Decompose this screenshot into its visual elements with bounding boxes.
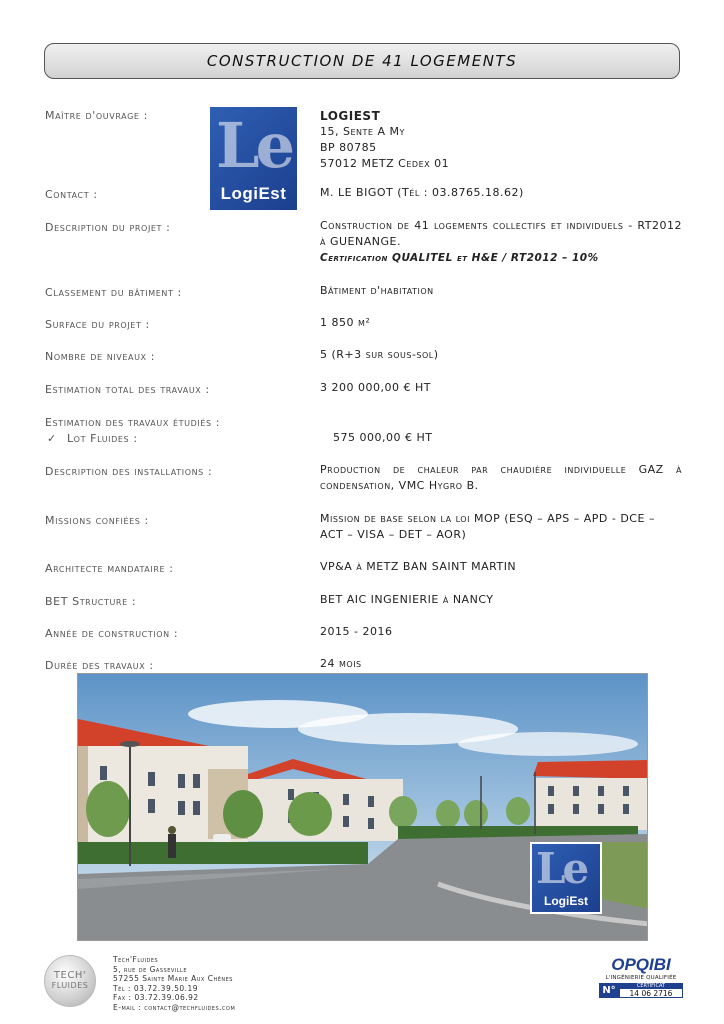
cert-no-label: N° xyxy=(599,983,619,998)
footer-tel: Tél : 03.72.39.50.19 xyxy=(113,983,199,993)
title-banner xyxy=(44,43,680,79)
owner-label: Maître d'ouvrage : xyxy=(45,109,148,122)
photo-logo-main-text: Le xyxy=(536,844,587,893)
bet-label: BET Structure : xyxy=(45,595,137,608)
niveaux-value: 5 (R+3 sur sous-sol) xyxy=(320,348,439,361)
owner-block xyxy=(320,108,449,172)
description-value: Construction de 41 logements collectifs et individuels - RT2012 à GUENANGE. xyxy=(320,219,682,248)
duree-value: 24 mois xyxy=(320,657,362,670)
logiest-logo xyxy=(210,107,297,210)
architecte-label: Architecte mandataire : xyxy=(45,562,174,575)
duree-label: Durée des travaux : xyxy=(45,659,154,672)
techfluides-logo xyxy=(44,955,96,1007)
owner-address-1: 15, Sente A My xyxy=(320,125,405,138)
cert-number: 14 06 2716 xyxy=(629,989,673,998)
opqibi-name: OPQIBI xyxy=(611,955,671,974)
surface-value: 1 850 m² xyxy=(320,316,371,329)
missions-value: Mission de base selon la loi MOP (ESQ – APS – APD - DCE – ACT – VISA – DET – AOR) xyxy=(320,512,655,541)
techfluides-logo-line1: TECH' xyxy=(53,970,87,981)
estimation-etudies-label: Estimation des travaux étudiés : xyxy=(45,416,221,429)
footer-city: 57255 Sainte Marie Aux Chênes xyxy=(113,974,233,983)
opqibi-certificate xyxy=(599,983,683,998)
footer-fax: Fax : 03.72.39.06.92 xyxy=(113,993,199,1002)
contact-value: M. LE BIGOT (Tél : 03.8765.18.62) xyxy=(320,186,524,199)
cert-label: CERTIFICAT xyxy=(620,984,682,989)
owner-name: LOGIEST xyxy=(320,109,381,123)
footer-address xyxy=(113,955,235,1012)
page-title: CONSTRUCTION DE 41 LOGEMENTS xyxy=(206,52,518,70)
classement-value: Bâtiment d'habitation xyxy=(320,284,434,297)
surface-label: Surface du projet : xyxy=(45,318,150,331)
logo-sub-text: LogiEst xyxy=(220,184,287,203)
description-label: Description du projet : xyxy=(45,221,171,234)
lot-fluides-item xyxy=(47,432,138,445)
annee-label: Année de construction : xyxy=(45,627,179,640)
footer-email[interactable]: E-mail : contact@techfluides.com xyxy=(113,1002,236,1012)
photo-logo-sub-text: LogiEst xyxy=(544,894,588,908)
opqibi-subtitle: L'INGÉNIERIE QUALIFIÉE xyxy=(605,975,677,981)
owner-address-2: BP 80785 xyxy=(320,141,377,154)
logo-main-text: Le xyxy=(216,109,292,182)
architecte-value: VP&A à METZ BAN SAINT MARTIN xyxy=(320,560,517,573)
owner-address-3: 57012 METZ Cedex 01 xyxy=(320,157,450,170)
estimation-total-value: 3 200 000,00 € HT xyxy=(320,381,431,394)
footer-street: 5, rue de Gasseville xyxy=(113,964,187,974)
photo-logiest-logo xyxy=(530,842,602,914)
niveaux-label: Nombre de niveaux : xyxy=(45,350,156,363)
estimation-total-label: Estimation total des travaux : xyxy=(45,383,210,396)
bet-value: BET AIC INGENIERIE à NANCY xyxy=(320,593,494,606)
certification-value: Certification QUALITEL et H&E / RT2012 – 10% xyxy=(320,252,599,264)
check-icon: ✓ xyxy=(47,432,57,445)
lot-fluides-label: Lot Fluides : xyxy=(66,432,138,445)
installations-label: Description des installations : xyxy=(45,465,213,478)
annee-value: 2015 - 2016 xyxy=(320,625,393,638)
techfluides-logo-line2: FLUIDES xyxy=(51,981,89,990)
opqibi-logo xyxy=(599,955,683,1005)
installations-value: Production de chaleur par chaudière individuelle GAZ à condensation, VMC Hygro B. xyxy=(320,463,682,492)
classement-label: Classement du bâtiment : xyxy=(45,286,182,299)
project-photo xyxy=(77,673,648,941)
footer-company: Tech'Fluides xyxy=(113,955,159,964)
missions-label: Missions confiées : xyxy=(45,514,149,527)
lot-fluides-value: 575 000,00 € HT xyxy=(333,431,433,444)
contact-label: Contact : xyxy=(45,188,98,201)
